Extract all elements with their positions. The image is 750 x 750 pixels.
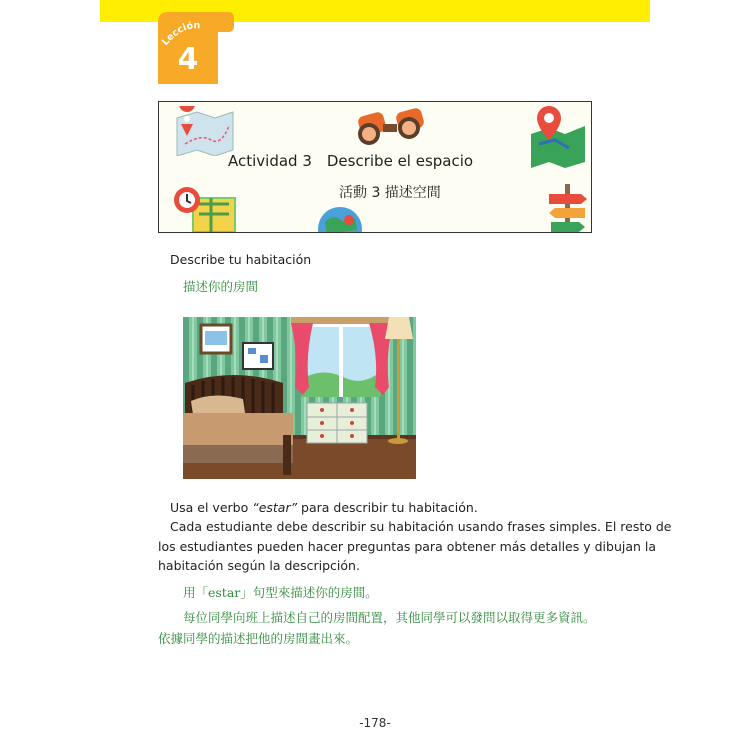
paragraph-es-line2: los estudiantes pueden hacer preguntas para obtener más detalles y dibujan la	[158, 539, 657, 554]
section-heading-zh: 描述你的房間	[183, 279, 259, 294]
paragraph-zh-line3: 依據同學的描述把他的房間畫出來。	[158, 631, 359, 646]
floor-lamp	[385, 317, 413, 339]
lesson-tab	[158, 12, 234, 84]
paragraph-zh-line1: 用「estar」句型來描述你的房間。	[183, 585, 378, 600]
wall-picture-right	[243, 343, 273, 369]
map-pin-icon	[525, 104, 589, 168]
binoculars-icon	[353, 104, 429, 150]
paragraph-es-line1: Cada estudiante debe describir su habitación usando frases simples. El resto de	[170, 519, 672, 534]
folded-map-icon	[167, 106, 237, 156]
section-heading-es: Describe tu habitación	[170, 252, 312, 267]
signpost-icon	[545, 184, 591, 232]
verb-word: “estar”	[252, 500, 298, 515]
activity-title-zh: 活動 3 描述空間	[339, 185, 441, 201]
page-number: -178-	[359, 716, 391, 730]
lesson-number: 4	[177, 42, 199, 77]
verb-instruction	[170, 500, 478, 515]
lesson-word: Lección	[159, 20, 201, 48]
verb-instruction-post: para describir tu habitación.	[297, 500, 478, 515]
paragraph-es-line3: habitación según la descripción.	[158, 558, 360, 573]
globe-icon	[315, 204, 365, 233]
paragraph-zh-line2: 每位同學向班上描述自己的房間配置，其他同學可以發問以取得更多資訊。	[183, 610, 596, 625]
bed-blanket	[183, 413, 293, 449]
bedroom-illustration	[183, 317, 416, 479]
gps-map-icon	[169, 184, 239, 232]
verb-instruction-pre: Usa el verbo	[170, 500, 253, 515]
activity-title-es: Actividad 3 Describe el espacio	[228, 152, 474, 170]
activity-banner	[158, 101, 592, 233]
pillow	[191, 395, 245, 415]
